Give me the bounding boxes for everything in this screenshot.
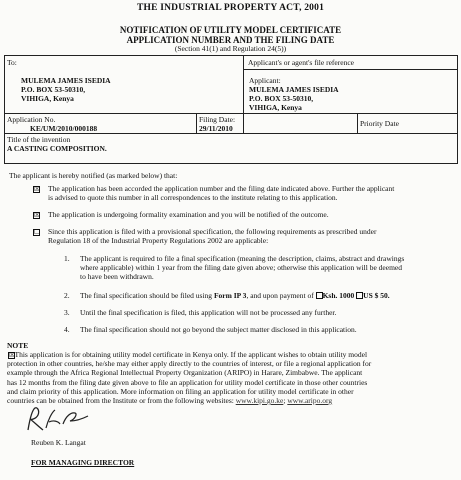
aripo-website-link[interactable]: www.aripo.org	[287, 396, 333, 406]
req2-number: 2.	[64, 291, 70, 300]
option3-line2: Regulation 18 of the Industrial Property Regulations 2002 are applicable:	[48, 236, 269, 246]
req1-line2: where applicable) within 1 year from the filing date given above; otherwise this application will be deemed	[80, 263, 402, 273]
option1-checkbox: ☒	[34, 185, 41, 193]
applicant-address: P.O. BOX 53-50310,	[249, 94, 314, 103]
application-no-value: KE/UM/2010/000188	[30, 124, 98, 133]
ksh-checkbox	[316, 292, 323, 299]
handwritten-signature	[22, 404, 92, 436]
note-text	[7, 350, 458, 405]
notified-statement: The applicant is hereby notified (as marked below) that:	[9, 171, 178, 180]
option3-checkbox: ☐	[34, 228, 41, 236]
filing-date-label: Filing Date:	[199, 115, 236, 124]
agent-ref-label: Applicant's or agent's file reference	[248, 58, 354, 67]
req2-usd: US $ 50.	[363, 291, 390, 300]
option1-line2: is advised to quote this number in all correspondences to the institute relating to this application.	[48, 193, 338, 203]
note-line6-text: countries can be obtained from the Institute or from the following websites:	[7, 396, 236, 406]
note-line1	[7, 350, 458, 359]
req1-number: 1.	[64, 254, 70, 263]
req2-mid: , and upon payment of	[246, 291, 316, 300]
req1-line3: to have been withdrawn.	[80, 272, 154, 282]
notification-title-line2: APPLICATION NUMBER AND THE FILING DATE	[126, 35, 335, 45]
row-divider-1	[4, 113, 458, 114]
option2-text: The application is undergoing formality examination and you will be notified of the outcome.	[48, 210, 329, 219]
note-line4: has 12 months from the filing date given above to file an application for utility model certificate in those other countries	[7, 377, 368, 387]
section-reference: (Section 41(1) and Regulation 24(5))	[174, 44, 287, 53]
to-label: To:	[7, 58, 17, 67]
priority-date-divider	[357, 113, 358, 133]
req1-text	[80, 254, 458, 282]
priority-date-label: Priority Date	[360, 119, 399, 128]
req1-line1: The applicant is required to file a final specification (meaning the description, claims, abstract and drawings	[80, 254, 405, 263]
req2-form: Form IP 3	[213, 291, 247, 300]
signatory-name: Reuben K. Langat	[31, 438, 86, 447]
application-no-label: Application No.	[7, 115, 56, 124]
option3-text	[48, 227, 458, 245]
req3-text: Until the final specification is filed, this application will not be processed any further.	[80, 308, 337, 317]
to-address: P.O. BOX 53-50310,	[21, 85, 86, 94]
row-divider-2	[4, 133, 458, 134]
req2-ksh: Ksh. 1000	[322, 291, 355, 300]
req3-number: 3.	[64, 308, 70, 317]
notification-title-line1: NOTIFICATION OF UTILITY MODEL CERTIFICATE	[119, 25, 342, 35]
table-bottom-border	[4, 163, 458, 164]
req2-text	[80, 291, 458, 300]
table-middle-divider	[243, 55, 244, 133]
table-top-border	[4, 55, 458, 56]
applicant-name: MULEMA JAMES ISEDIA	[249, 85, 339, 94]
link-separator: ;	[283, 396, 288, 406]
req4-number: 4.	[64, 325, 70, 334]
note-checkbox: ☒	[9, 351, 16, 359]
req4-text: The final specification should not go beyond the subject matter disclosed in this application.	[80, 325, 357, 334]
act-title: THE INDUSTRIAL PROPERTY ACT, 2001	[136, 3, 325, 13]
note-line2: protection in other countries, he/she may either apply directly to the countries of interest, or file a regional application for	[7, 359, 372, 369]
note-line5: and claim priority of this application. More information on filing an application for utility model certificate in other	[7, 386, 354, 396]
signatory-role: FOR MANAGING DIRECTOR	[31, 458, 135, 467]
option3-line1: Since this application is filed with a provisional specification, the following requirements as prescribed under	[48, 227, 377, 236]
filing-date-value: 29/11/2010	[199, 124, 233, 133]
filing-date-divider	[196, 113, 197, 133]
note-label: NOTE	[7, 341, 29, 350]
table-right-border	[457, 55, 458, 163]
invention-label: Title of the invention	[7, 135, 71, 144]
table-left-border	[4, 55, 5, 163]
applicant-label: Applicant:	[249, 76, 281, 85]
kipi-website-link[interactable]: www.kipi.go.ke	[235, 396, 284, 406]
agent-ref-divider	[243, 69, 458, 70]
req2-pre: The final specification should be filed using	[80, 291, 214, 300]
applicant-city: VIHIGA, Kenya	[249, 103, 302, 112]
note-line1-text: This application is for obtaining utility model certificate in Kenya only. If the applicant wishes to obtain utility model	[14, 350, 368, 359]
invention-title: A CASTING COMPOSITION.	[7, 144, 107, 153]
note-line3: example through the Africa Regional Intellectual Property Organization (ARIPO) in Harare, Zimbabwe. The applicant	[7, 368, 363, 378]
to-name: MULEMA JAMES ISEDIA	[21, 76, 111, 85]
option1-text	[48, 184, 458, 202]
option2-checkbox: ☒	[34, 211, 41, 219]
option1-line1: The application has been accorded the application number and the filing date indicated above. Further the applicant	[48, 184, 395, 193]
to-city: VIHIGA, Kenya	[21, 94, 74, 103]
